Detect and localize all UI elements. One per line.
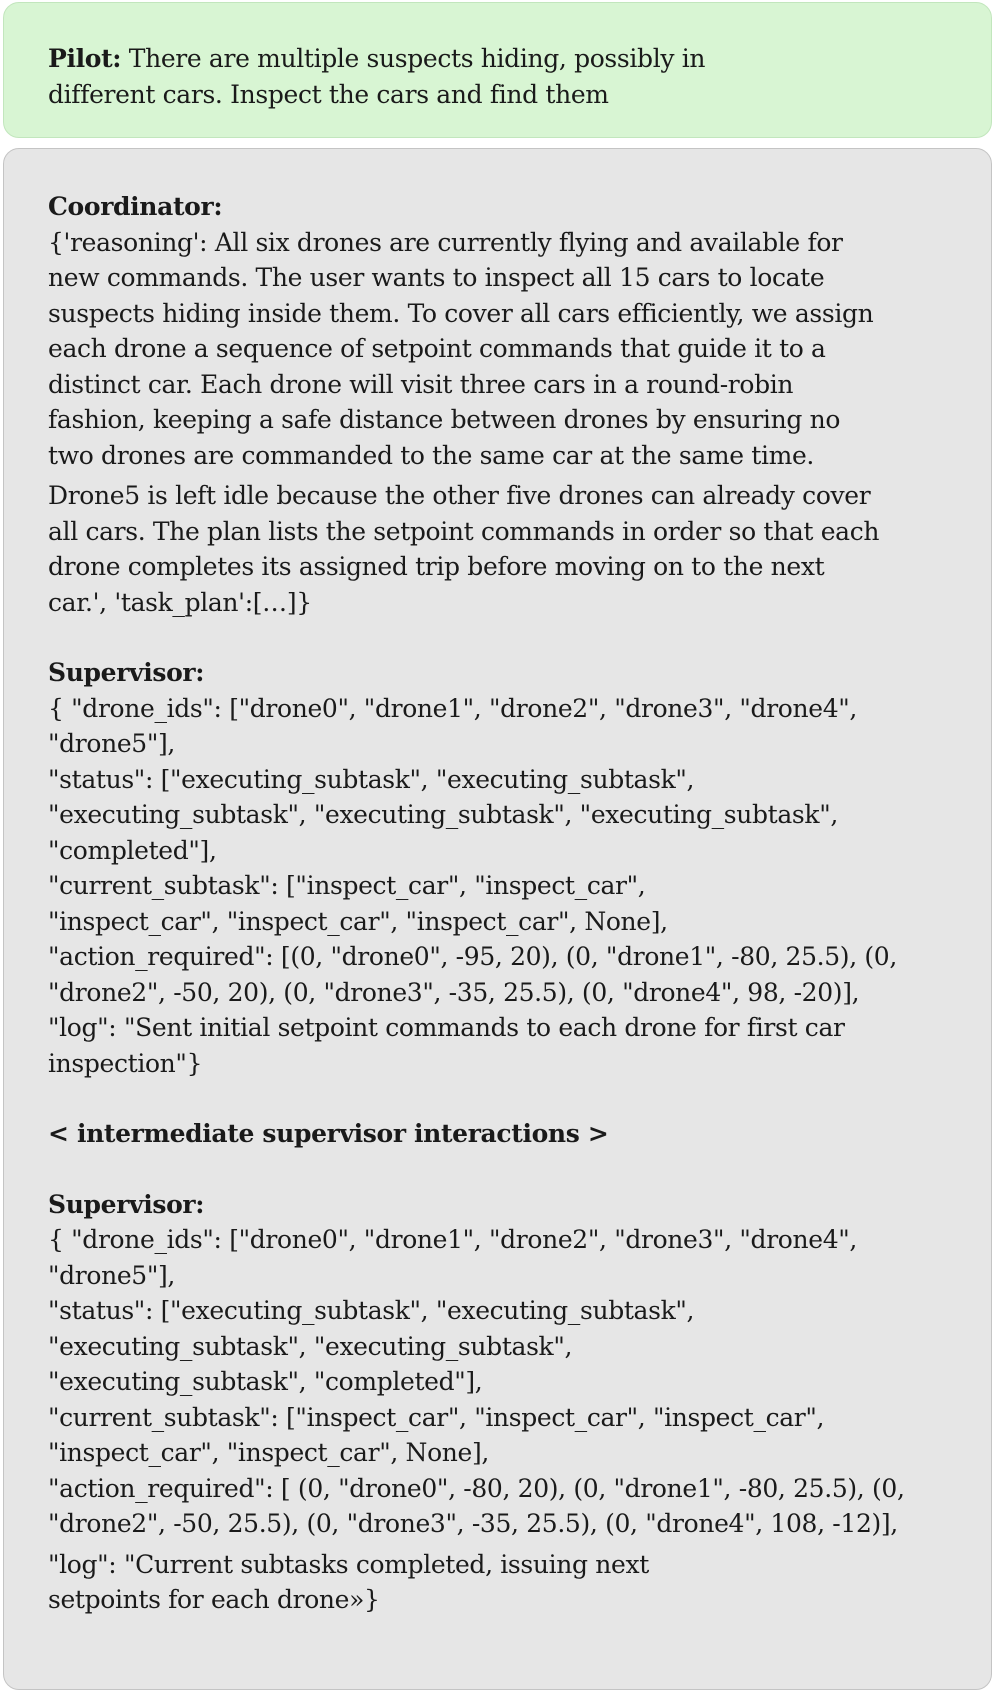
supervisor-title: Supervisor: [48, 1189, 205, 1219]
coordinator-line: {'reasoning': All six drones are currently flying and available for [48, 227, 843, 257]
agent-log-box [3, 148, 992, 1690]
coordinator-line: fashion, keeping a safe distance between drones by ensuring no [48, 405, 841, 434]
supervisor-log-line: setpoints for each drone»} [48, 1585, 380, 1614]
pilot-line-2: different cars. Inspect the cars and find them [48, 79, 609, 109]
supervisor-line: "action_required": [(0, "drone0", -95, 20), (0, "drone1", -80, 25.5), (0, [48, 942, 897, 971]
supervisor-line: "current_subtask": ["inspect_car", "inspect_car", [48, 871, 646, 900]
coordinator-line: drone completes its assigned trip before moving on to the next [48, 552, 825, 581]
intermediate-section [48, 1116, 953, 1152]
supervisor-line: "drone2", -50, 25.5), (0, "drone3", -35, 25.5), (0, "drone4", 108, -12)], [48, 1509, 898, 1538]
intermediate-note: < intermediate supervisor interactions > [48, 1119, 609, 1148]
coordinator-title: Coordinator: [48, 192, 223, 221]
supervisor-line: inspection"} [48, 1048, 203, 1078]
supervisor-line: "executing_subtask", "executing_subtask", [48, 1331, 573, 1361]
coordinator-section [48, 189, 953, 620]
supervisor-section-1 [48, 655, 953, 1081]
supervisor-line: "drone5"], [48, 729, 176, 758]
supervisor-line: "log": "Sent initial setpoint commands to each drone for first car [48, 1013, 845, 1042]
coordinator-line: all cars. The plan lists the setpoint commands in order so that each [48, 516, 880, 546]
coordinator-line: two drones are commanded to the same car at the same time. [48, 440, 815, 470]
supervisor-line: "current_subtask": ["inspect_car", "inspect_car", "inspect_car", [48, 1402, 825, 1432]
supervisor-line: { "drone_ids": ["drone0", "drone1", "drone2", "drone3", "drone4", [48, 1225, 858, 1254]
supervisor-line: "drone2", -50, 20), (0, "drone3", -35, 25.5), (0, "drone4", 98, -20)], [48, 977, 860, 1007]
pilot-line-1: Pilot: There are multiple suspects hiding, possibly in [48, 44, 706, 73]
supervisor-line: "action_required": [ (0, "drone0", -80, 20), (0, "drone1", -80, 25.5), (0, [48, 1473, 905, 1503]
pilot-message [48, 41, 951, 112]
supervisor-log-line: "log": "Current subtasks completed, issuing next [48, 1549, 649, 1579]
supervisor-line: "status": ["executing_subtask", "executing_subtask", [48, 1296, 695, 1325]
supervisor-line: "executing_subtask", "executing_subtask", "executing_subtask", [48, 800, 838, 829]
supervisor-line: { "drone_ids": ["drone0", "drone1", "drone2", "drone3", "drone4", [48, 693, 858, 723]
supervisor-line: "completed"], [48, 835, 217, 865]
supervisor-title: Supervisor: [48, 658, 205, 687]
supervisor-line: "inspect_car", "inspect_car", "inspect_car", None], [48, 906, 668, 936]
supervisor-line: "status": ["executing_subtask", "executing_subtask", [48, 764, 695, 794]
coordinator-line: suspects hiding inside them. To cover all cars efficiently, we assign [48, 298, 874, 328]
coordinator-line: Drone5 is left idle because the other five drones can already cover [48, 481, 871, 510]
pilot-message-box [3, 2, 992, 138]
supervisor-section-2 [48, 1187, 953, 1618]
coordinator-line: each drone a sequence of setpoint commands that guide it to a [48, 334, 826, 363]
supervisor-line: "drone5"], [48, 1260, 176, 1290]
pilot-label: Pilot: [48, 44, 122, 73]
coordinator-line: distinct car. Each drone will visit three cars in a round-robin [48, 369, 794, 399]
supervisor-line: "inspect_car", "inspect_car", None], [48, 1438, 489, 1467]
coordinator-line: new commands. The user wants to inspect all 15 cars to locate [48, 263, 825, 292]
supervisor-line: "executing_subtask", "completed"], [48, 1367, 483, 1396]
coordinator-line: car.', 'task_plan':[…]} [48, 587, 312, 617]
